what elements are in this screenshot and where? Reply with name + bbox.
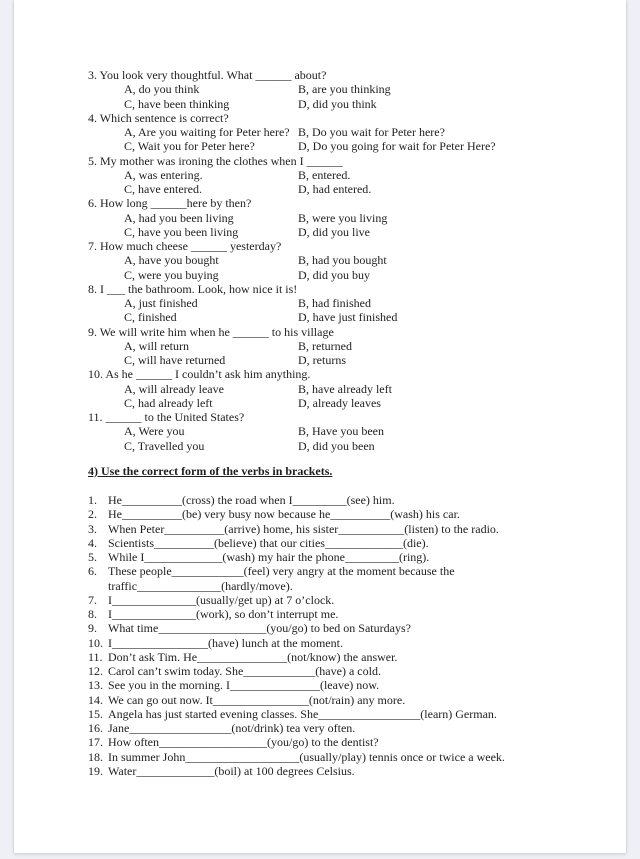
fill-item-line: See you in the morning. I_______________(leave) now. (108, 678, 380, 693)
worksheet-content (88, 68, 604, 778)
fill-item-line: Jane_________________(not/drink) tea very often. (108, 721, 356, 735)
option-row (88, 424, 604, 438)
option-row (88, 296, 604, 310)
fill-item-line: Angela has just started evening classes. She_________________(learn) German. (108, 706, 497, 721)
fill-item-text (108, 764, 604, 778)
fill-item-line: I______________(usually/get up) at 7 o’clock. (108, 592, 335, 607)
question-block (88, 111, 604, 154)
fill-item-line: I________________(have) lunch at the moment. (108, 635, 343, 650)
question-block (88, 325, 604, 368)
option-left: A, will return (124, 338, 189, 353)
fill-item-text (108, 607, 604, 621)
option-right: B, Do you wait for Peter here? (298, 125, 445, 139)
option-row (88, 125, 604, 139)
fill-item-text (108, 650, 604, 664)
fill-item (88, 621, 604, 635)
fill-item-text (108, 593, 604, 607)
fill-item-text (108, 721, 604, 735)
fill-item-number: 13. (88, 678, 103, 693)
option-right: D, had entered. (298, 182, 372, 196)
question-stem: 8. I ___ the bathroom. Look, how nice it is! (88, 281, 298, 296)
question-options (88, 253, 604, 282)
fill-item (88, 750, 604, 764)
fill-item-text (108, 522, 604, 536)
option-right: D, already leaves (298, 395, 381, 410)
fill-item-line: What time__________________(you/go) to bed on Saturdays? (108, 621, 411, 636)
fill-item-text (108, 493, 604, 507)
option-right: B, are you thinking (298, 82, 391, 97)
question-stem: 4. Which sentence is correct? (88, 110, 229, 125)
fill-item (88, 664, 604, 678)
option-row (88, 97, 604, 111)
fill-item-text (108, 536, 604, 550)
fill-item-line: He__________(cross) the road when I_________(see) him. (108, 493, 395, 507)
fill-item-line: Scientists__________(believe) that our cities_____________(die). (108, 535, 429, 550)
fill-item (88, 522, 604, 536)
fill-item-number: 4. (88, 535, 97, 550)
fill-item-line: Don’t ask Tim. He_______________(not/know) the answer. (108, 649, 398, 664)
question-stem: 3. You look very thoughtful. What ______ about? (88, 68, 327, 82)
fill-item-text (108, 636, 604, 650)
fill-section (88, 493, 604, 778)
option-left: C, have entered. (124, 182, 202, 196)
fill-item (88, 564, 604, 593)
fill-item-number: 18. (88, 749, 103, 764)
fill-item-line: In summer John___________________(usually/play) tennis once or twice a week. (108, 749, 505, 764)
option-row (88, 82, 604, 96)
fill-item-text (108, 621, 604, 635)
option-row (88, 225, 604, 239)
fill-items (88, 493, 604, 778)
option-right: B, entered. (298, 167, 351, 182)
question-stem: 6. How long ______here by then? (88, 196, 252, 211)
option-right: D, did you buy (298, 267, 370, 282)
fill-item (88, 607, 604, 621)
option-row (88, 168, 604, 182)
option-left: C, finished (124, 310, 177, 325)
option-left: C, have you been living (124, 224, 239, 239)
fill-item-text (108, 750, 604, 764)
fill-item-number: 10. (88, 635, 103, 650)
option-left: A, Were you (124, 424, 185, 439)
option-right: B, returned (298, 338, 352, 353)
question-block (88, 367, 604, 410)
question-options (88, 296, 604, 325)
question-stem: 9. We will write him when he ______ to his village (88, 324, 334, 339)
fill-item-number: 19. (88, 763, 103, 778)
fill-item-number: 3. (88, 521, 97, 536)
option-left: A, was entering. (124, 167, 203, 182)
fill-item-number: 1. (88, 493, 97, 507)
option-right: D, did you live (298, 224, 370, 239)
question-block (88, 196, 604, 239)
option-row (88, 382, 604, 396)
fill-item (88, 764, 604, 778)
question-options (88, 424, 604, 453)
question-stem: 7. How much cheese ______ yesterday? (88, 239, 282, 253)
fill-item-text (108, 664, 604, 678)
fill-item (88, 721, 604, 735)
question-stem: 11. ______ to the United States? (88, 410, 245, 424)
fill-item (88, 650, 604, 664)
fill-item-line: traffic______________(hardly/move). (108, 578, 293, 593)
fill-item (88, 550, 604, 564)
fill-item-line: We can go out now. It________________(not/rain) any more. (108, 692, 406, 707)
fill-item-number: 8. (88, 607, 97, 621)
option-right: D, did you been (298, 438, 375, 453)
fill-item-number: 7. (88, 592, 97, 607)
fill-item (88, 707, 604, 721)
fill-item-line: When Peter__________(arrive) home, his sister___________(listen) to the radio. (108, 521, 499, 536)
fill-item-text (108, 707, 604, 721)
option-left: C, have been thinking (124, 96, 230, 111)
fill-item (88, 693, 604, 707)
fill-item-text (108, 550, 604, 564)
option-right: B, were you living (298, 210, 388, 225)
question-stem: 10. As he ______ I couldn’t ask him anything. (88, 367, 311, 382)
fill-item-text (108, 735, 604, 749)
option-row (88, 353, 604, 367)
fill-item-text (108, 564, 604, 593)
question-block (88, 68, 604, 111)
fill-item-line: Water_____________(boil) at 100 degrees Celsius. (108, 763, 355, 778)
fill-item-number: 2. (88, 507, 97, 522)
fill-item-number: 16. (88, 721, 103, 735)
page (14, 0, 626, 853)
option-right: D, have just finished (298, 310, 398, 325)
fill-item-number: 15. (88, 706, 103, 721)
option-left: C, had already left (124, 395, 213, 410)
fill-item-text (108, 507, 604, 521)
option-row (88, 182, 604, 196)
option-left: A, do you think (124, 82, 200, 97)
option-right: D, Do you going for wait for Peter Here? (298, 139, 496, 154)
fill-item-number: 11. (88, 649, 103, 664)
option-left: C, were you buying (124, 267, 219, 282)
fill-item-line: He__________(be) very busy now because he__________(wash) his car. (108, 507, 460, 522)
question-block (88, 282, 604, 325)
option-row (88, 139, 604, 153)
fill-item (88, 493, 604, 507)
fill-item-number: 6. (88, 564, 97, 579)
fill-item-text (108, 693, 604, 707)
question-block (88, 410, 604, 453)
option-right: B, had finished (298, 296, 371, 310)
fill-item (88, 678, 604, 692)
question-block (88, 154, 604, 197)
option-left: C, will have returned (124, 353, 226, 367)
option-left: A, just finished (124, 296, 198, 310)
fill-item-text (108, 678, 604, 692)
fill-item (88, 735, 604, 749)
option-right: D, returns (298, 353, 346, 367)
option-left: C, Wait you for Peter here? (124, 139, 255, 154)
question-options (88, 168, 604, 197)
option-right: B, Have you been (298, 424, 384, 439)
option-row (88, 339, 604, 353)
section-heading: 4) Use the correct form of the verbs in brackets. (88, 463, 333, 478)
question-stem: 5. My mother was ironing the clothes when I ______ (88, 153, 343, 168)
fill-item (88, 536, 604, 550)
option-row (88, 310, 604, 324)
fill-item-line: How often__________________(you/go) to the dentist? (108, 735, 379, 750)
option-right: B, have already left (298, 381, 392, 396)
fill-item-number: 5. (88, 550, 97, 564)
option-right: D, did you think (298, 96, 377, 111)
option-row (88, 211, 604, 225)
mcq-section (88, 68, 604, 453)
question-options (88, 125, 604, 154)
fill-item-number: 17. (88, 735, 103, 750)
fill-item-number: 12. (88, 664, 103, 678)
option-left: C, Travelled you (124, 438, 205, 453)
fill-item (88, 636, 604, 650)
option-row (88, 439, 604, 453)
option-row (88, 253, 604, 267)
question-options (88, 82, 604, 111)
fill-item-line: Carol can’t swim today. She____________(have) a cold. (108, 664, 381, 678)
fill-item-line: While I_____________(wash) my hair the phone_________(ring). (108, 550, 430, 564)
fill-item-number: 9. (88, 621, 97, 636)
fill-item (88, 507, 604, 521)
option-right: B, had you bought (298, 253, 387, 268)
question-options (88, 382, 604, 411)
option-row (88, 396, 604, 410)
option-left: A, have you bought (124, 253, 219, 268)
mcq-questions (88, 68, 604, 453)
option-left: A, will already leave (124, 381, 224, 396)
fill-item-line: I______________(work), so don’t interrupt me. (108, 607, 339, 621)
fill-item-line: These people____________(feel) very angry at the moment because the (108, 564, 455, 579)
option-row (88, 268, 604, 282)
fill-item (88, 593, 604, 607)
question-block (88, 239, 604, 282)
question-options (88, 211, 604, 240)
fill-item-number: 14. (88, 692, 103, 707)
option-left: A, Are you waiting for Peter here? (124, 125, 290, 139)
question-options (88, 339, 604, 368)
option-left: A, had you been living (124, 210, 234, 225)
